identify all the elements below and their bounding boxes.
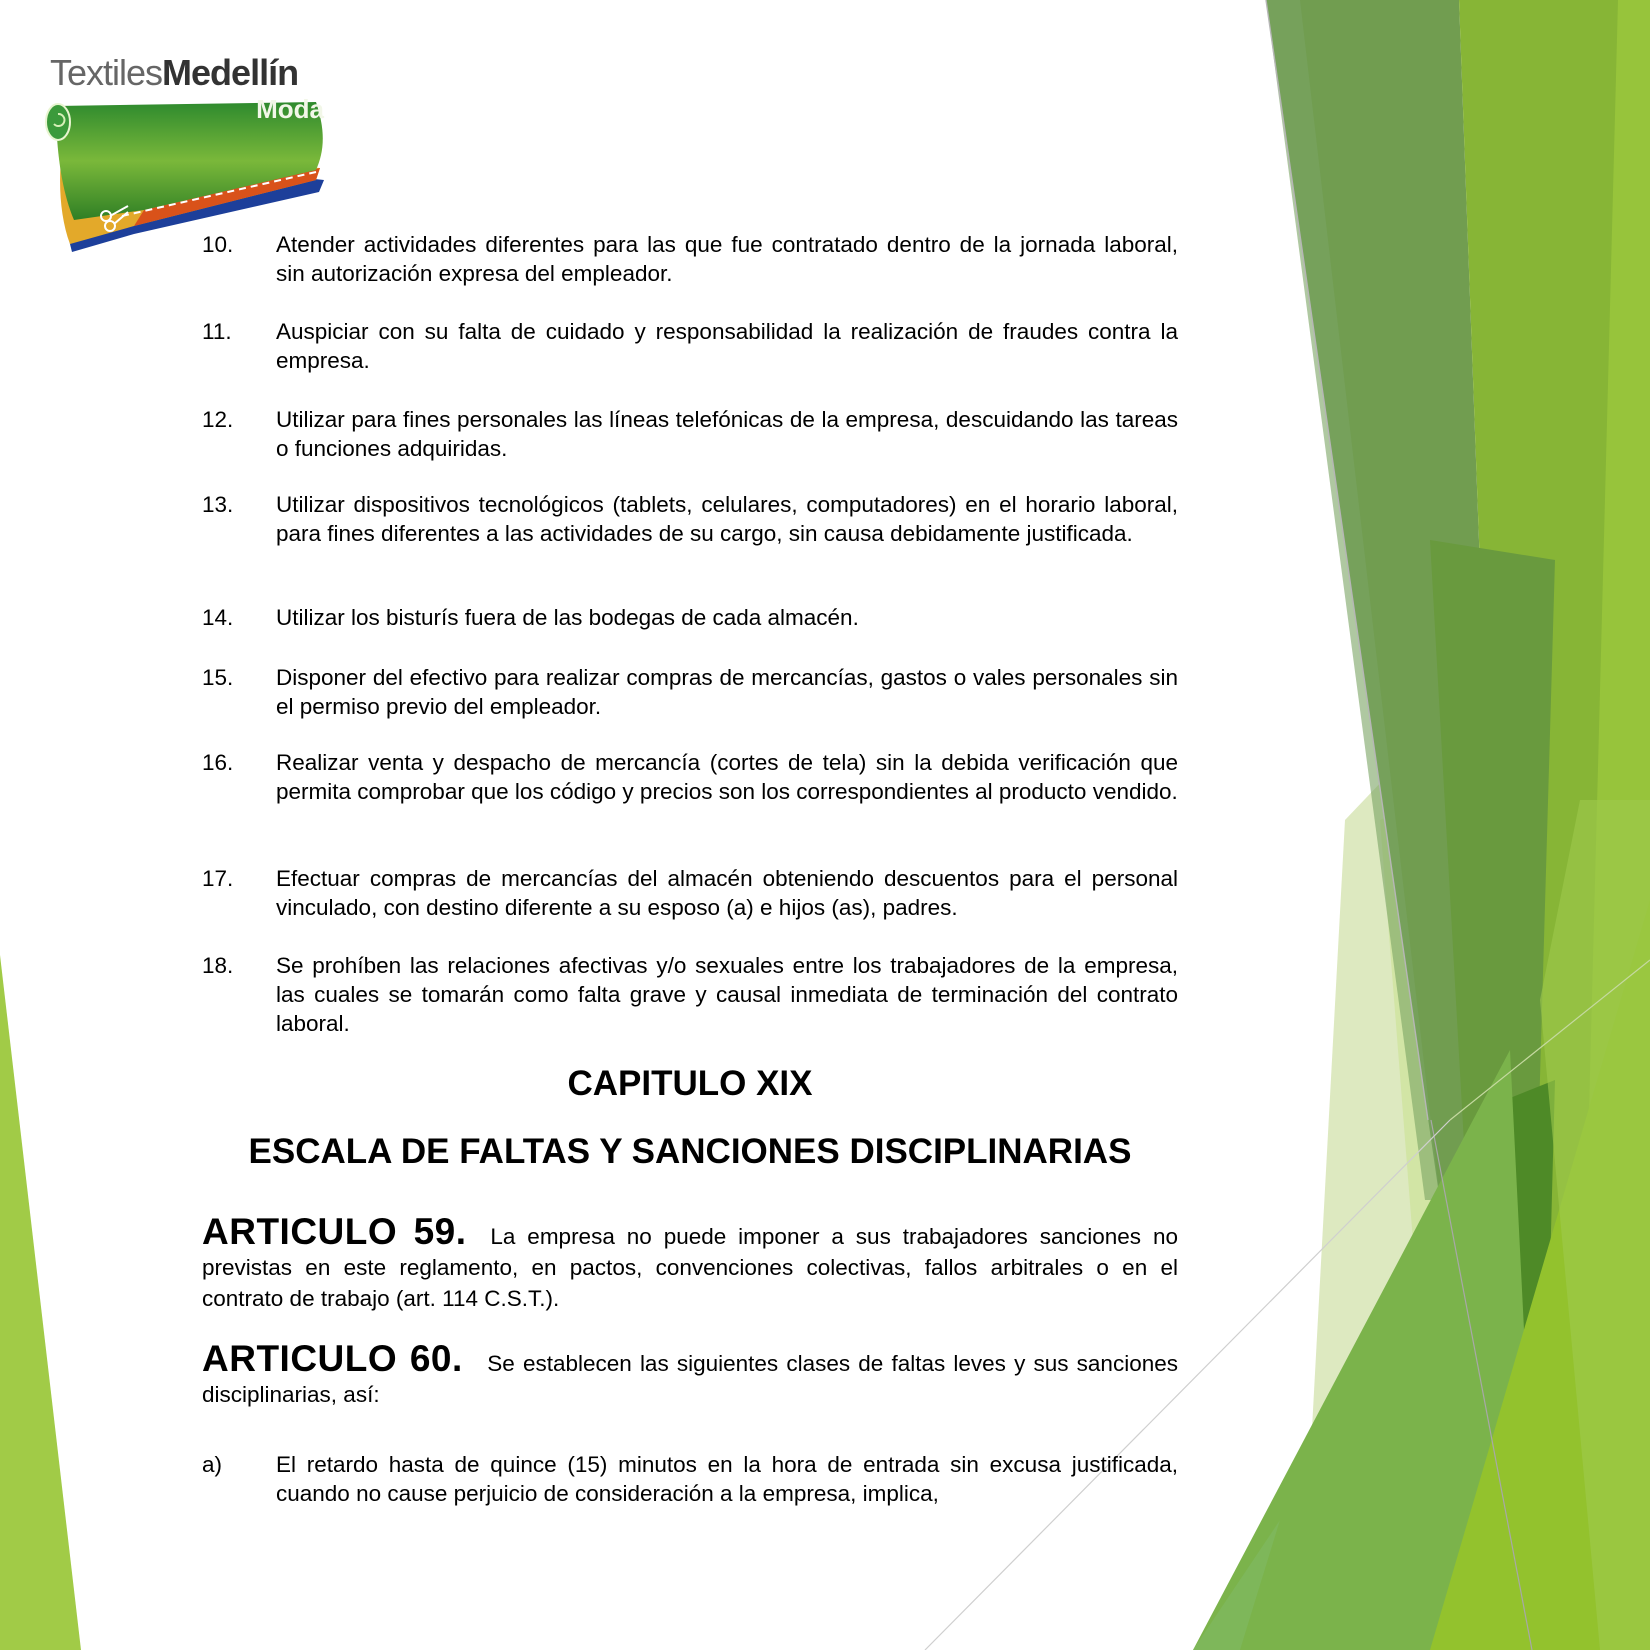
article-label: ARTICULO 60. [202, 1338, 463, 1379]
item-text: Realizar venta y despacho de mercancía (cortes de tela) sin la debida verificación que permita comprobar que los código y precios son los correspondientes al producto vendido. [276, 750, 1178, 804]
item-text: El retardo hasta de quince (15) minutos en la hora de entrada sin excusa justificada, cuando no cause perjuicio de consideración a la empresa, implica, [276, 1452, 1178, 1506]
article-text: La empresa no puede imponer a sus trabajadores sanciones no previstas en este reglamento, en pactos, convenciones colectivas, fallos arbitrales o en el contrato de trabajo (art. 114 C.S.T.). [202, 1224, 1178, 1311]
logo-brand-bold: Medellín [162, 52, 299, 93]
item-number: 13. [202, 492, 234, 517]
logo-wordmark [50, 52, 298, 94]
list-item [202, 405, 1178, 463]
article-59 [202, 1211, 1178, 1314]
item-number: 17. [202, 866, 234, 891]
list-item [202, 603, 1178, 632]
chapter-title: CAPITULO XIX [567, 1064, 813, 1103]
item-text: Utilizar dispositivos tecnológicos (tablets, celulares, computadores) en el horario laboral, para fines diferentes a las actividades de su cargo, sin causa debidamente justificada. [276, 492, 1178, 546]
list-item [202, 490, 1178, 548]
item-number: 15. [202, 665, 234, 690]
item-text: Efectuar compras de mercancías del almacén obteniendo descuentos para el personal vinculado, con destino diferente a su esposo (a) e hijos (as), padres. [276, 866, 1178, 920]
list-item [202, 748, 1178, 806]
logo-subtitle: Moda [256, 94, 324, 124]
sub-list-item [202, 1450, 1178, 1508]
item-text: Utilizar para fines personales las líneas telefónicas de la empresa, descuidando las tareas o funciones adquiridas. [276, 407, 1178, 461]
item-letter: a) [202, 1452, 223, 1477]
chapter-subtitle: ESCALA DE FALTAS Y SANCIONES DISCIPLINARIAS [248, 1132, 1132, 1171]
article-text: Se establecen las siguientes clases de faltas leves y sus sanciones disciplinarias, así: [202, 1351, 1178, 1407]
list-item [202, 317, 1178, 375]
item-text: Se prohíben las relaciones afectivas y/o sexuales entre los trabajadores de la empresa, las cuales se tomarán como falta grave y causal inmediata de terminación del contrato laboral. [276, 953, 1178, 1036]
item-text: Auspiciar con su falta de cuidado y responsabilidad la realización de fraudes contra la empresa. [276, 319, 1178, 373]
item-number: 14. [202, 605, 234, 630]
company-logo [44, 52, 334, 257]
list-item [202, 663, 1178, 721]
logo-brand-light: Textiles [50, 52, 163, 93]
item-text: Disponer del efectivo para realizar compras de mercancías, gastos o vales personales sin el permiso previo del empleador. [276, 665, 1178, 719]
list-item [202, 951, 1178, 1038]
article-60 [202, 1338, 1178, 1410]
item-text: Utilizar los bisturís fuera de las bodegas de cada almacén. [276, 605, 859, 630]
list-item [202, 864, 1178, 922]
list-item [202, 230, 1178, 288]
left-green-triangle [0, 955, 81, 1650]
item-number: 10. [202, 232, 234, 257]
item-number: 11. [202, 319, 232, 344]
item-text: Atender actividades diferentes para las que fue contratado dentro de la jornada laboral, sin autorización expresa del empleador. [276, 232, 1178, 286]
item-number: 16. [202, 750, 234, 775]
article-label: ARTICULO 59. [202, 1211, 467, 1252]
item-number: 12. [202, 407, 234, 432]
item-number: 18. [202, 953, 234, 978]
